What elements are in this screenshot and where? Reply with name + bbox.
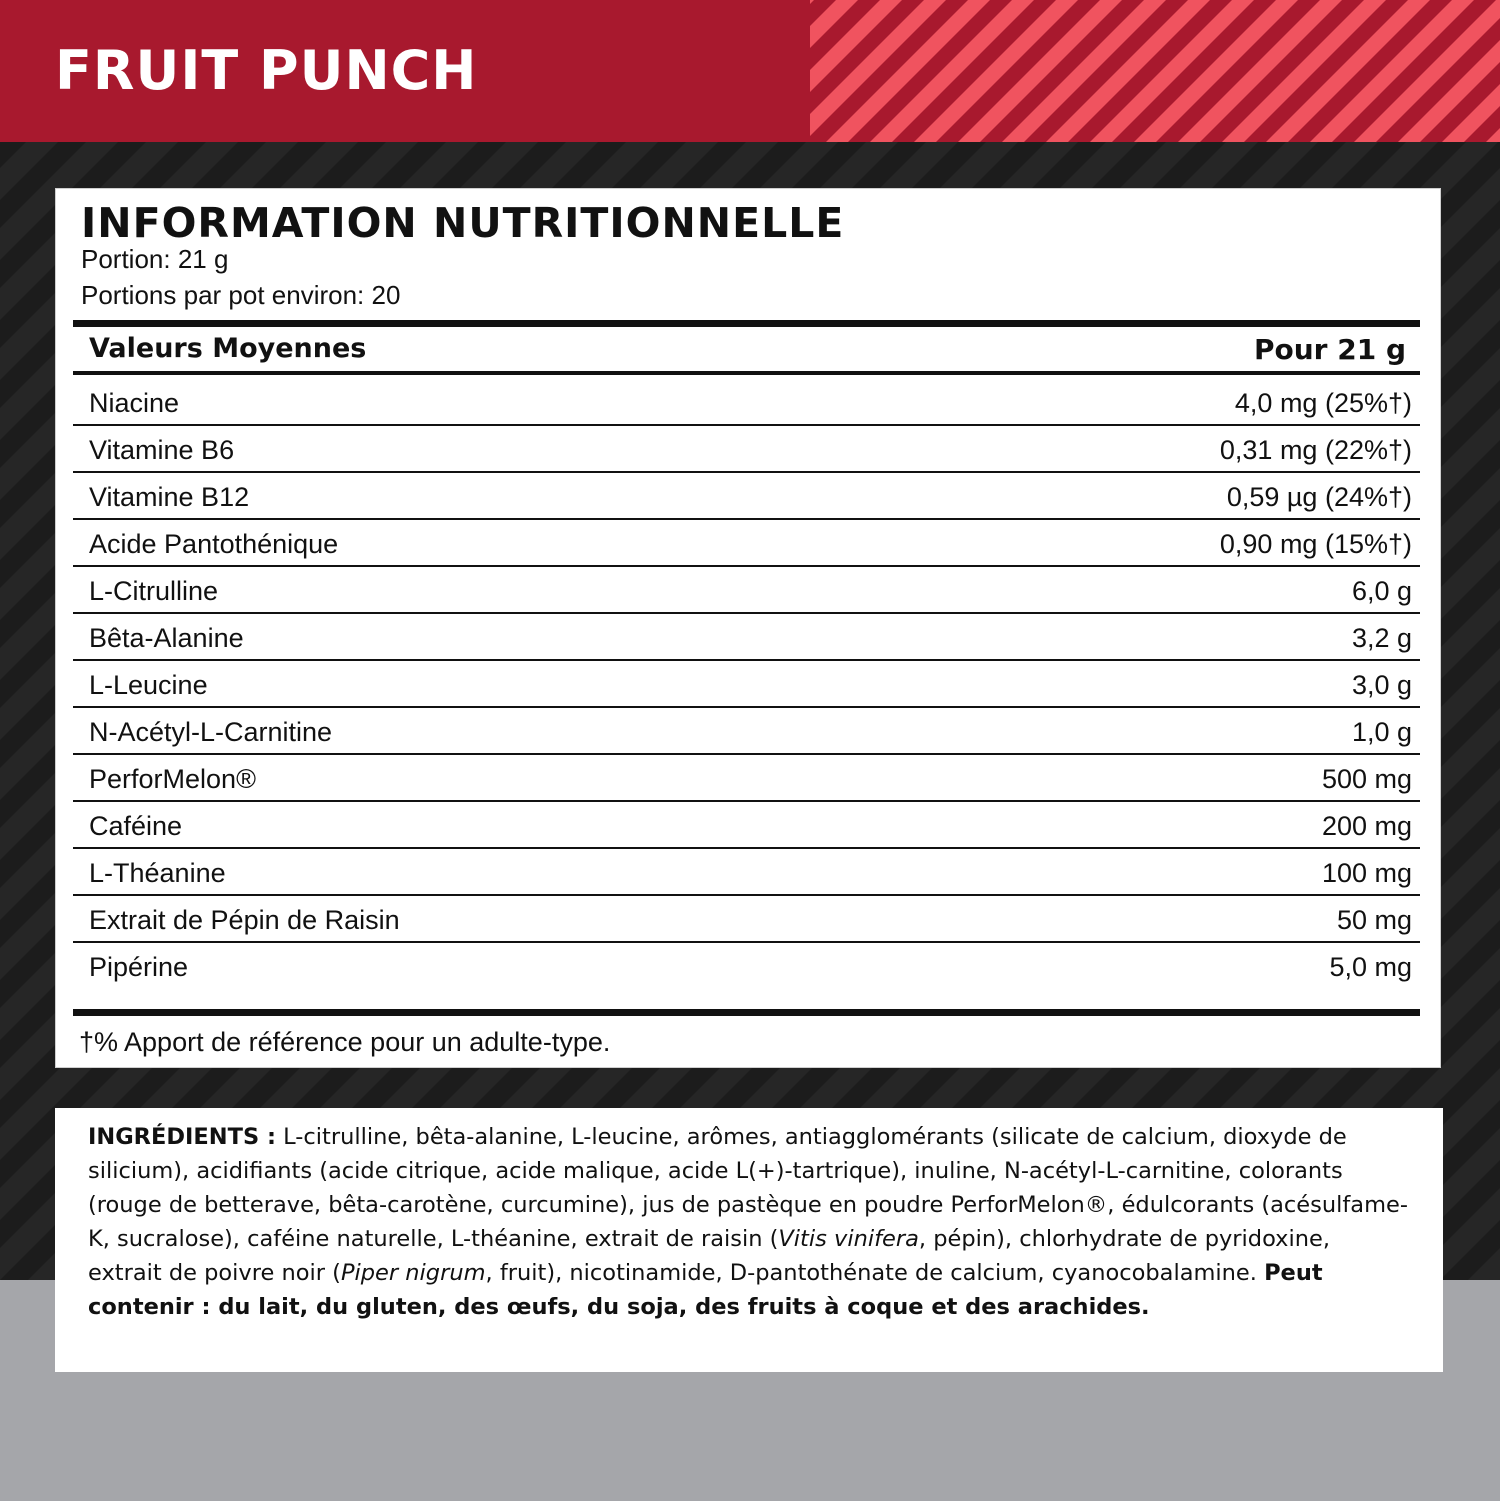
- nutrient-value: 4,0 mg (25%†): [1234, 388, 1412, 418]
- table-row: [73, 896, 1420, 943]
- nutrition-title: INFORMATION NUTRITIONNELLE: [81, 199, 845, 247]
- table-row: [73, 473, 1420, 520]
- nutrient-value: 6,0 g: [1351, 576, 1412, 606]
- table-row: [73, 661, 1420, 708]
- nutrient-name: Vitamine B12: [89, 482, 250, 512]
- nutrient-value: 100 mg: [1321, 858, 1412, 888]
- nutrient-name: L-Théanine: [89, 858, 226, 888]
- ingredients-label: INGRÉDIENTS :: [88, 1124, 276, 1150]
- column-header-value: Pour 21 g: [1253, 333, 1406, 366]
- nutrient-name: Acide Pantothénique: [89, 529, 339, 559]
- nutrient-name: Niacine: [89, 388, 180, 418]
- footnote: †% Apport de référence pour un adulte-type.: [79, 1027, 611, 1057]
- ingredients-latin-name: Piper nigrum: [340, 1260, 486, 1286]
- nutrient-name: PerforMelon®: [89, 764, 256, 794]
- serving-size: Portion: 21 g: [81, 244, 229, 274]
- table-row: [73, 567, 1420, 614]
- nutrient-value: 0,90 mg (15%†): [1219, 529, 1412, 559]
- nutrient-name: N-Acétyl-L-Carnitine: [89, 717, 333, 747]
- table-row: [73, 849, 1420, 896]
- table-row: [73, 379, 1420, 426]
- stripe-pattern: [810, 0, 1500, 142]
- column-header-name: Valeurs Moyennes: [89, 333, 367, 364]
- divider-bottom: [73, 1009, 1420, 1016]
- table-row: [73, 802, 1420, 849]
- ingredients-text: , pépin), chlorhydrate de pyridoxine, extrait de poivre noir (: [88, 1226, 1330, 1286]
- nutrient-value: 3,0 g: [1351, 670, 1412, 700]
- nutrition-panel: [55, 188, 1441, 1068]
- table-row: [73, 755, 1420, 802]
- nutrient-name: Extrait de Pépin de Raisin: [89, 905, 400, 935]
- nutrient-name: L-Leucine: [89, 670, 208, 700]
- ingredients-panel: [55, 1108, 1443, 1372]
- divider-header: [73, 371, 1420, 375]
- nutrient-value: 3,2 g: [1351, 623, 1412, 653]
- nutrient-name: L-Citrulline: [89, 576, 219, 606]
- table-row: [73, 426, 1420, 473]
- table-row: [73, 614, 1420, 661]
- nutrient-value: 200 mg: [1321, 811, 1412, 841]
- table-row: [73, 708, 1420, 755]
- nutrition-table: [73, 379, 1420, 990]
- flavor-title: FRUIT PUNCH: [55, 39, 478, 102]
- divider-top: [73, 320, 1420, 327]
- ingredients-latin-name: Vitis vinifera: [778, 1226, 919, 1252]
- nutrient-name: Caféine: [89, 811, 183, 841]
- ingredients-text: L-citrulline, bêta-alanine, L-leucine, arômes, antiagglomérants (silicate de calcium, dioxyde de silicium), acidifiants (acide citrique, acide malique, acide L(+)-tartrique), inuline, N-acétyl-L-carnitine, colorants (rouge de betterave, bêta-carotène, curcumine), jus de pastèque en poudre PerforMelon®, édulcorants (acésulfame-K, sucralose), caféine naturelle, L-théanine, extrait de raisin (: [88, 1124, 1408, 1252]
- table-row: [73, 520, 1420, 567]
- nutrient-value: 5,0 mg: [1329, 952, 1412, 982]
- flavor-banner: [0, 0, 1500, 142]
- nutrient-name: Bêta-Alanine: [89, 623, 244, 653]
- servings-per-container: Portions par pot environ: 20: [81, 280, 401, 310]
- table-header: [73, 327, 1420, 374]
- nutrient-value: 0,59 µg (24%†): [1226, 482, 1412, 512]
- table-row: [73, 943, 1420, 990]
- ingredients-text: , fruit), nicotinamide, D-pantothénate de calcium, cyanocobalamine.: [485, 1260, 1265, 1286]
- nutrient-name: Vitamine B6: [89, 435, 235, 465]
- nutrient-value: 0,31 mg (22%†): [1219, 435, 1412, 465]
- nutrient-value: 1,0 g: [1351, 717, 1412, 747]
- nutrient-value: 500 mg: [1321, 764, 1412, 794]
- nutrient-name: Pipérine: [89, 952, 189, 982]
- nutrient-value: 50 mg: [1336, 905, 1412, 935]
- allergen-statement: Peut contenir : du lait, du gluten, des œufs, du soja, des fruits à coque et des arachides.: [88, 1260, 1323, 1320]
